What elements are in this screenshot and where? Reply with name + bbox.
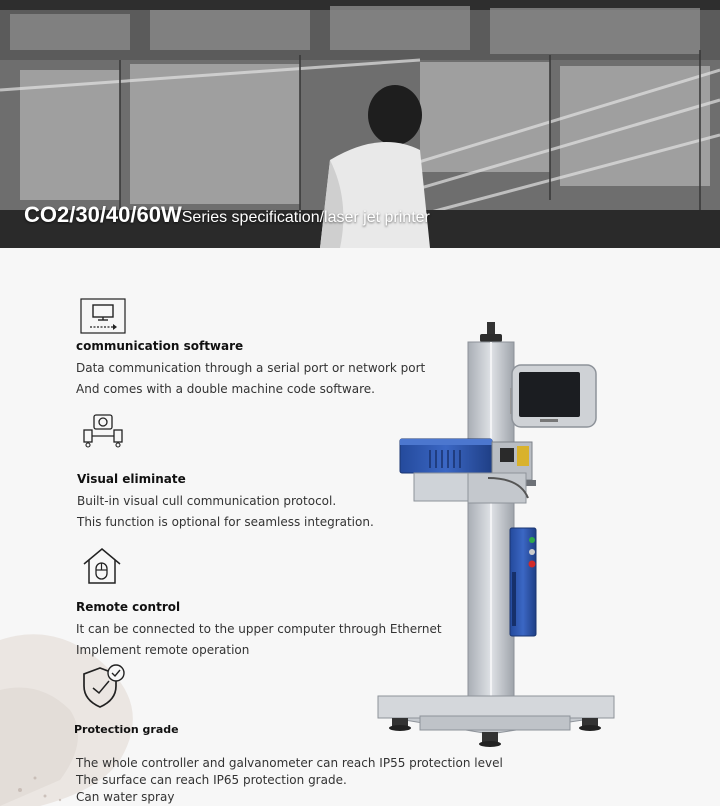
- feature-title-remote: Remote control: [76, 600, 181, 614]
- hero-title-series: Series specification/laser jet printer: [181, 209, 430, 226]
- camera-vision-icon: [82, 412, 124, 448]
- feature-line: And comes with a double machine code software.: [76, 382, 375, 396]
- hero-banner: [0, 0, 720, 248]
- feature-line: Can water spray: [76, 790, 175, 804]
- feature-line: It can be connected to the upper computer through Ethernet: [76, 622, 442, 636]
- feature-title-protection: Protection grade: [74, 723, 179, 736]
- hero-title-model: CO2/30/40/60W: [24, 202, 182, 227]
- house-mouse-icon: [81, 546, 123, 586]
- hero-title: [24, 202, 430, 228]
- feature-title-communication: communication software: [76, 339, 244, 353]
- laser-printer-machine-illustration: [370, 318, 620, 752]
- feature-line: The surface can reach IP65 protection grade.: [76, 773, 347, 787]
- feature-line: Data communication through a serial port or network port: [76, 361, 426, 375]
- feature-line: Built-in visual cull communication protocol.: [77, 494, 337, 508]
- feature-title-visual: Visual eliminate: [77, 472, 186, 486]
- shield-check-icon: [80, 662, 128, 710]
- feature-line: This function is optional for seamless integration.: [77, 515, 374, 529]
- feature-line: The whole controller and galvanometer can reach IP55 protection level: [76, 756, 503, 770]
- monitor-icon: [80, 298, 126, 334]
- feature-line: Implement remote operation: [76, 643, 250, 657]
